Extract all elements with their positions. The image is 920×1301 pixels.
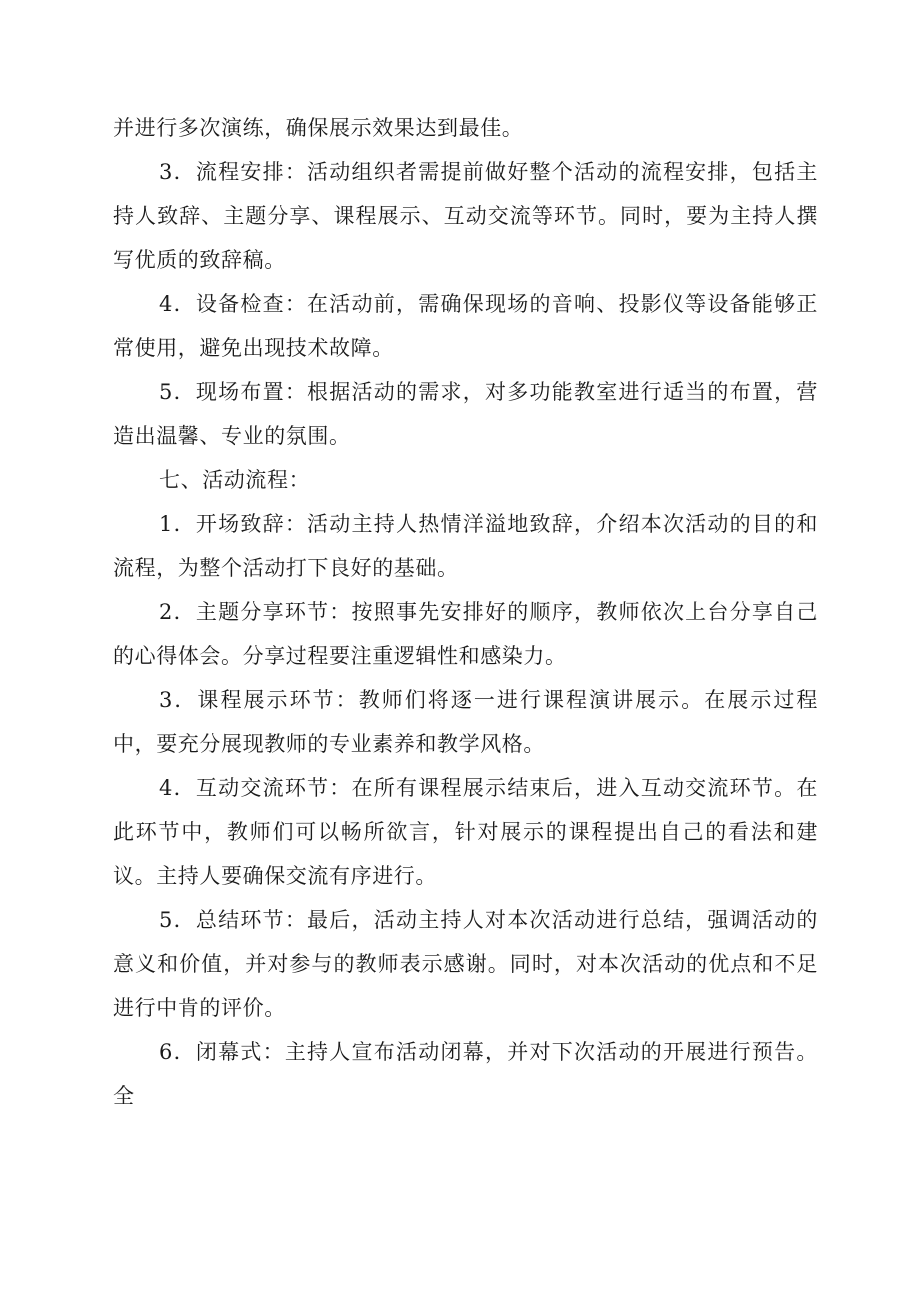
paragraph-summary: 5．总结环节：最后，活动主持人对本次活动进行总结，强调活动的意义和价值，并对参与的教师表示感谢。同时，对本次活动的优点和不足进行中肯的评价。 (113, 908, 818, 1020)
paragraph-course-demo: 3．课程展示环节：教师们将逐一进行课程演讲展示。在展示过程中，要充分展现教师的专业素养和教学风格。 (113, 688, 818, 756)
paragraph-continuation: 并进行多次演练，确保展示效果达到最佳。 (113, 116, 524, 140)
paragraph-interaction: 4．互动交流环节：在所有课程展示结束后，进入互动交流环节。在此环节中，教师们可以畅所欲言，针对展示的课程提出自己的看法和建议。主持人要确保交流有序进行。 (113, 776, 818, 888)
document-body (113, 106, 818, 1118)
section-heading-activity-flow: 七、活动流程： (159, 468, 311, 492)
paragraph-equipment-check: 4．设备检查：在活动前，需确保现场的音响、投影仪等设备能够正常使用，避免出现技术故障。 (113, 292, 818, 360)
paragraph-theme-sharing: 2．主题分享环节：按照事先安排好的顺序，教师依次上台分享自己的心得体会。分享过程要注重逻辑性和感染力。 (113, 600, 818, 668)
paragraph-closing-ceremony: 6．闭幕式：主持人宣布活动闭幕，并对下次活动的开展进行预告。全 (113, 1040, 818, 1108)
paragraph-venue-setup: 5．现场布置：根据活动的需求，对多功能教室进行适当的布置，营造出温馨、专业的氛围。 (113, 380, 818, 448)
paragraph-process-arrangement: 3．流程安排：活动组织者需提前做好整个活动的流程安排，包括主持人致辞、主题分享、课程展示、互动交流等环节。同时，要为主持人撰写优质的致辞稿。 (113, 160, 818, 272)
paragraph-opening-speech: 1．开场致辞：活动主持人热情洋溢地致辞，介绍本次活动的目的和流程，为整个活动打下良好的基础。 (113, 512, 818, 580)
